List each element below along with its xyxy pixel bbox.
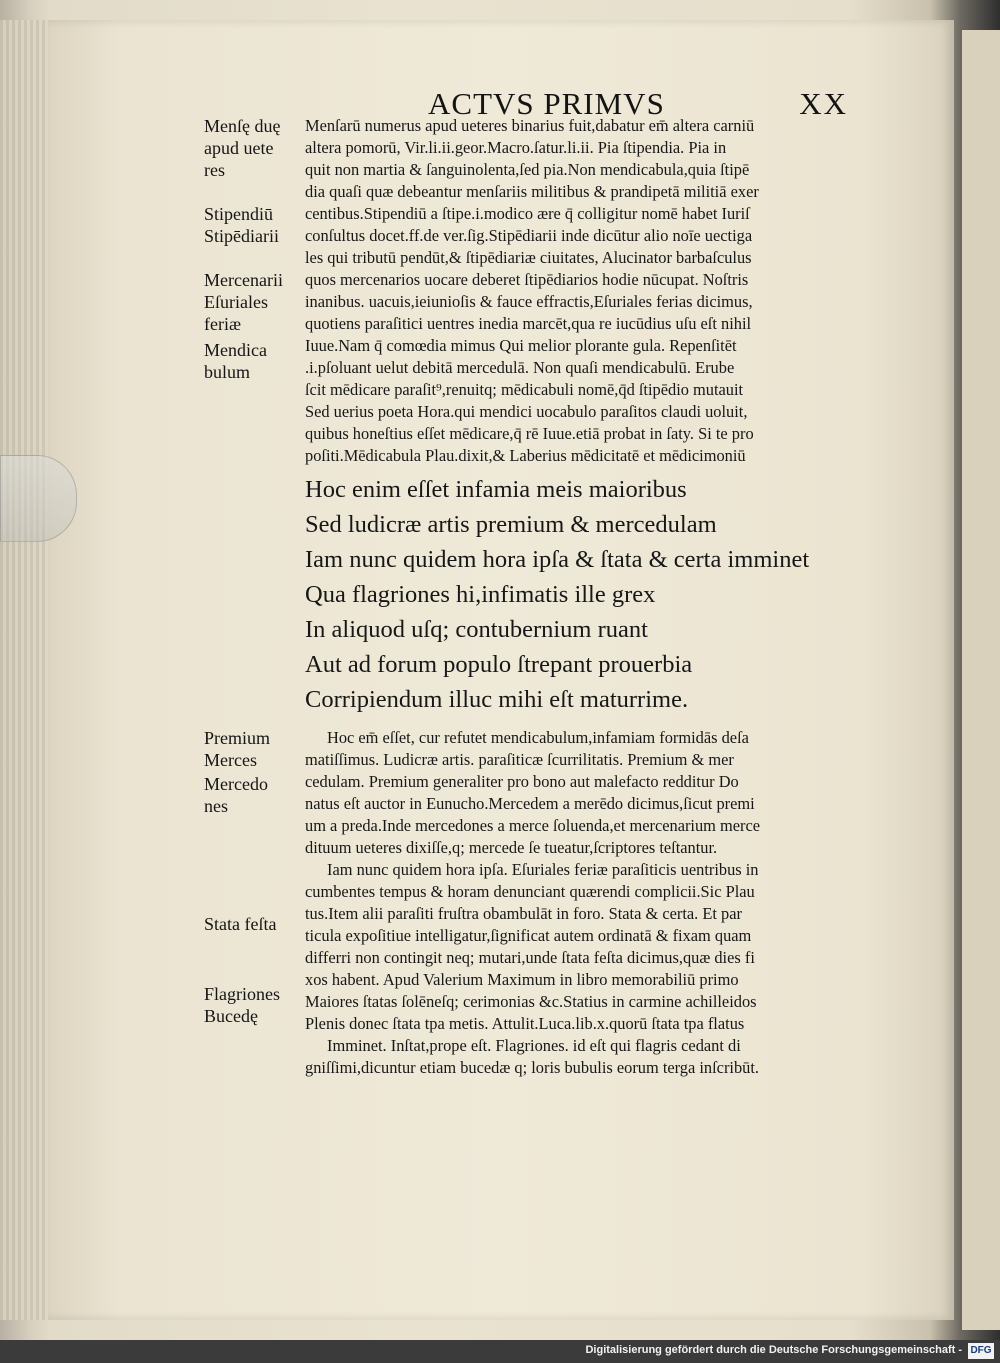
- verse-line: Iam nunc quidem hora ipſa & ſtata & certa imminet: [305, 546, 810, 573]
- text-line: quos mercenarios uocare deberet ſtipēdiarios hodie nūcupat. Noſtris: [305, 270, 749, 289]
- text-line: altera pomorū, Vir.li.ii.geor.Macro.ſatur.li.ii. Pia ſtipendia. Pia in: [305, 138, 727, 157]
- text-line: centibus.Stipendiū a ſtipe.i.modico ære q̄ colligitur nomē habet Iuriſ: [305, 204, 750, 223]
- margin-note: Mendica: [204, 340, 267, 360]
- margin-note: Stipendiū: [204, 204, 274, 224]
- text-line: xos habent. Apud Valerium Maximum in libro memorabiliū primo: [305, 970, 739, 989]
- margin-note: apud uete: [204, 138, 274, 158]
- funding-credit: Digitalisierung gefördert durch die Deutsche Forschungsgemeinschaft -: [585, 1344, 962, 1356]
- margin-note: bulum: [204, 362, 251, 382]
- text-line: Iam nunc quidem hora ipſa. Eſuriales feriæ paraſiticis uentribus in: [327, 860, 759, 879]
- text-line: Imminet. Inſtat,prope eſt. Flagriones. id eſt qui flagris cedant di: [327, 1036, 741, 1055]
- folio-number: XX: [799, 86, 848, 121]
- margin-note: Stipēdiarii: [204, 226, 279, 246]
- margin-note: res: [204, 160, 225, 180]
- text-line: gniſſimi,dicuntur etiam bucedæ q; loris bubulis eorum terga inſcribūt.: [305, 1058, 760, 1077]
- facing-page-edge: [962, 30, 1000, 1330]
- margin-note: nes: [204, 796, 228, 816]
- text-line: dituum ueteres dixiſſe,q; mercede ſe tueatur,ſcriptores teſtantur.: [305, 838, 718, 857]
- text-line: cedulam. Premium generaliter pro bono aut malefacto redditur Do: [305, 772, 739, 791]
- page-clip: [0, 455, 77, 542]
- text-line: differri non contingit neq; mutari,unde ſtata feſta dicimus,quæ dies fi: [305, 948, 755, 967]
- text-line: cumbentes tempus & horam denunciant quærendi complicii.Sic Plau: [305, 882, 755, 901]
- text-line: conſultus docet.ff.de ver.ſig.Stipēdiarii inde dicūtur alio noīe uectiga: [305, 226, 753, 245]
- text-line: ticula expoſitiue intelligatur,ſignificat autem ordinatā & fixam quam: [305, 926, 752, 945]
- margin-note: Menſę duę: [204, 116, 281, 136]
- text-line: Sed uerius poeta Hora.qui mendici uocabulo paraſitos claudi uoluit,: [305, 402, 748, 421]
- text-line: Plenis donec ſtata tpa metis. Attulit.Luca.lib.x.quorū ſtata tpa flatus: [305, 1014, 745, 1033]
- text-line: Maiores ſtatas ſolēneſq; cerimonias &c.Statius in carmine achilleidos: [305, 992, 757, 1011]
- text-line: quotiens paraſitici uentres inedia marcēt,qua re iucūdius uſu eſt nihil: [305, 314, 752, 333]
- text-line: matiſſimus. Ludicræ artis. paraſiticæ ſcurrilitatis. Premium & mer: [305, 750, 734, 769]
- text-line: poſiti.Mēdicabula Plau.dixit,& Laberius mēdicitatē et mēdicimoniū: [305, 446, 746, 465]
- text-line: Menſarū numerus apud ueteres binarius fuit,dabatur em̄ altera carniū: [305, 116, 755, 135]
- text-line: Hoc em̄ eſſet, cur refutet mendicabulum,infamiam formidās deſa: [327, 728, 749, 747]
- margin-note: Bucedę: [204, 1006, 258, 1026]
- text-line: les qui tributū pendūt,& ſtipēdiariæ ciuitates, Alucinator barbaſculus: [305, 248, 752, 267]
- footer-bar: [0, 1340, 1000, 1363]
- text-line: dia quaſi quæ debeantur menſariis militibus & prandipetā militiā exer: [305, 182, 759, 201]
- text-line: tus.Item alii paraſiti fruſtra obambulāt in foro. Stata & certa. Et par: [305, 904, 742, 923]
- verse-line: Qua flagriones hi,infimatis ille grex: [305, 581, 656, 608]
- text-line: ſcit mēdicare paraſit⁹,renuitq; mēdicabuli nomē,q̄d ſtipēdio mutauit: [305, 380, 744, 399]
- text-line: natus eſt auctor in Eunucho.Mercedem a merēdo dicimus,ſicut premi: [305, 794, 755, 813]
- running-title: ACTVS PRIMVS: [428, 86, 665, 121]
- margin-note: Mercedo: [204, 774, 268, 794]
- dfg-logo-icon: DFG: [968, 1343, 994, 1359]
- verse-line: Aut ad forum populo ſtrepant prouerbia: [305, 651, 693, 678]
- margin-note: Merces: [204, 750, 257, 770]
- margin-note: Mercenarii: [204, 270, 283, 290]
- margin-note: Stata feſta: [204, 914, 277, 934]
- margin-note: feriæ: [204, 314, 241, 334]
- verse-line: Corripiendum illuc mihi eſt maturrime.: [305, 686, 689, 713]
- verse-line: Hoc enim eſſet infamia meis maioribus: [305, 476, 687, 503]
- text-line: quit non martia & ſanguinolenta,ſed pia.Non mendicabula,quia ſtipē: [305, 160, 750, 179]
- margin-note: Flagriones: [204, 984, 280, 1004]
- text-line: um a preda.Inde mercedones a merce ſoluenda,et mercenarium merce: [305, 816, 761, 835]
- verse-line: In aliquod uſq; contubernium ruant: [305, 616, 648, 643]
- text-line: quibus honeſtius eſſet mēdicare,q̄ rē Iuue.etiā probat in ſaty. Si te pro: [305, 424, 754, 443]
- verse-line: Sed ludicræ artis premium & mercedulam: [305, 511, 717, 538]
- margin-note: Eſuriales: [204, 292, 268, 312]
- text-line: Iuue.Nam q̄ comœdia mimus Qui melior plorante gula. Repenſitēt: [305, 336, 737, 355]
- text-line: .i.pſoluant uelut debitā mercedulā. Non quaſi mendicabulū. Erube: [305, 358, 735, 377]
- margin-note: Premium: [204, 728, 270, 748]
- text-line: inanibus. uacuis,ieiunioſis & fauce effractis,Eſuriales ferias dicimus,: [305, 292, 753, 311]
